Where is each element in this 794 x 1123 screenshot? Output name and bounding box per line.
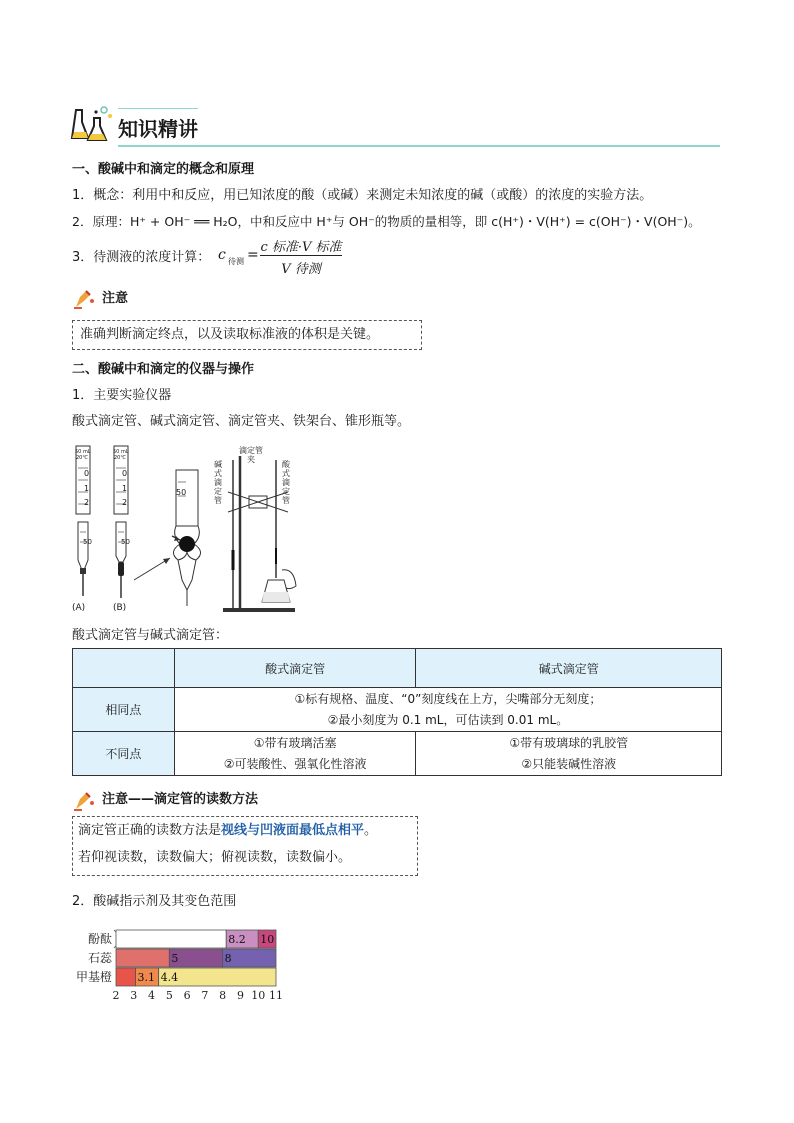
row-label-text: 相同点 (105, 703, 142, 717)
formula-equals: = (247, 247, 259, 263)
figure-label-a: (A) (72, 603, 86, 613)
compare-title: 酸式滴定管与碱式滴定管： (72, 628, 229, 643)
same-points-cell (174, 688, 721, 732)
table-header-cell: 酸式滴定管 (174, 649, 416, 688)
range-segment (116, 968, 136, 986)
note-pen-icon (72, 287, 96, 309)
burette-b-mark-2: 2 (122, 498, 128, 507)
indicator-subtitle: 2．酸碱指示剂及其变色范围 (72, 894, 237, 909)
note2-label: 注意——滴定管的读数方法 (102, 792, 259, 807)
x-tick-label: 3 (130, 989, 138, 1002)
burette-b-mark-1: 1 (122, 484, 128, 493)
burette-b-mark-50: 50 (121, 538, 130, 546)
table-row (73, 688, 722, 732)
note2-line1 (78, 822, 377, 840)
note2-line1-post: 。 (364, 823, 378, 838)
stand-left-label: 碱式滴定管 (214, 460, 222, 505)
section1-title: 一、酸碱中和滴定的概念和原理 (72, 162, 255, 177)
acid-diff-1: ①带有玻璃活塞 (253, 735, 337, 750)
concept-item: 1．概念：利用中和反应，用已知浓度的酸（或碱）来测定未知浓度的碱（或酸）的浓度的实验方法。 (72, 188, 653, 203)
note2-highlight: 视线与凹液面最低点相平 (221, 823, 365, 838)
formula-numerator: c 标准·V 标准 (260, 240, 342, 255)
burette-figure (68, 440, 318, 618)
range-label: 8.2 (228, 933, 246, 946)
range-label: 5 (171, 952, 179, 965)
burette-b-head: 50 mL (113, 449, 129, 455)
same-point-1: ①标有规格、温度、“0”刻度线在上方，尖嘴部分无刻度； (294, 691, 602, 706)
burette-b-temp: 20℃ (114, 455, 126, 461)
burette-a-head: 50 mL (75, 449, 91, 455)
figure-label-b: (B) (113, 603, 127, 613)
fraction-bar (260, 255, 342, 256)
note1-text: 准确判断滴定终点，以及读取标准液的体积是关键。 (80, 327, 380, 342)
burette-a-mark-50: 50 (83, 538, 92, 546)
header-divider (118, 145, 720, 147)
base-diff-cell (416, 732, 722, 776)
enlarged-mark-50: 50 (176, 488, 187, 497)
table-header-row (73, 649, 722, 688)
row-label-same (73, 688, 175, 732)
x-tick-label: 8 (219, 989, 227, 1002)
formula-subscript: 待测 (228, 257, 244, 266)
x-tick-label: 7 (201, 989, 209, 1002)
indicator-range-chart (60, 924, 300, 1006)
x-tick-label: 11 (269, 989, 283, 1002)
same-point-2: ②最小刻度为 0.1 mL，可估读到 0.01 mL。 (327, 712, 569, 727)
range-segment (116, 930, 226, 948)
row-label-text: 不同点 (105, 747, 142, 761)
note2-line1-pre: 滴定管正确的读数方法是 (78, 823, 222, 838)
note1-label: 注意 (102, 291, 129, 306)
header-icon (70, 104, 114, 144)
note2-pen-icon (72, 789, 96, 811)
stand-clamp-label: 滴定管夹 (239, 446, 263, 464)
row-label-diff (73, 732, 175, 776)
range-label: 4.4 (160, 971, 179, 984)
burette-a-mark-2: 2 (84, 498, 90, 507)
indicator-name: 石蕊 (87, 951, 112, 965)
x-tick-label: 6 (183, 989, 191, 1002)
burette-b-mark-0: 0 (122, 469, 128, 478)
instruments-list: 酸式滴定管、碱式滴定管、滴定管夹、铁架台、锥形瓶等。 (72, 414, 411, 429)
principle-item: 2．原理：H⁺ + OH⁻ ══ H₂O，中和反应中 H⁺与 OH⁻的物质的量相等，即 c(H⁺)・V(H⁺) = c(OH⁻)・V(OH⁻)。 (72, 214, 701, 229)
range-label: 3.1 (137, 971, 156, 984)
burette-a-mark-0: 0 (84, 469, 90, 478)
x-tick-label: 9 (236, 989, 244, 1002)
range-label: 10 (260, 933, 275, 946)
range-label: 8 (224, 952, 232, 965)
page-title: 知识精讲 (118, 117, 198, 141)
section2-title: 二、酸碱中和滴定的仪器与操作 (72, 362, 255, 377)
base-diff-2: ②只能装碱性溶液 (521, 756, 617, 771)
burette-a-mark-1: 1 (84, 484, 90, 493)
burette-comparison-table (72, 648, 722, 776)
instruments-subtitle: 1．主要实验仪器 (72, 388, 172, 403)
table-header-cell (73, 649, 175, 688)
x-tick-label: 4 (148, 989, 156, 1002)
base-diff-1: ①带有玻璃球的乳胶管 (509, 735, 629, 750)
table-row (73, 732, 722, 776)
acid-diff-cell (174, 732, 416, 776)
formula-label: 3．待测液的浓度计算： (72, 250, 211, 265)
stand-right-label: 酸式滴定管 (282, 460, 290, 505)
acid-diff-2: ②可装酸性、强氧化性溶液 (223, 756, 367, 771)
indicator-name: 甲基橙 (75, 970, 112, 984)
x-tick-label: 10 (251, 989, 266, 1002)
range-segment (116, 949, 169, 967)
burette-a-temp: 20℃ (76, 455, 88, 461)
note2-line2: 若仰视读数，读数偏大；俯视读数，读数偏小。 (78, 850, 352, 865)
indicator-name: 酚酞 (87, 932, 112, 946)
formula-c: c (218, 247, 226, 263)
formula-denominator: V 待测 (281, 262, 321, 277)
x-tick-label: 5 (165, 989, 173, 1002)
x-tick-label: 2 (112, 989, 120, 1002)
table-header-cell: 碱式滴定管 (416, 649, 722, 688)
